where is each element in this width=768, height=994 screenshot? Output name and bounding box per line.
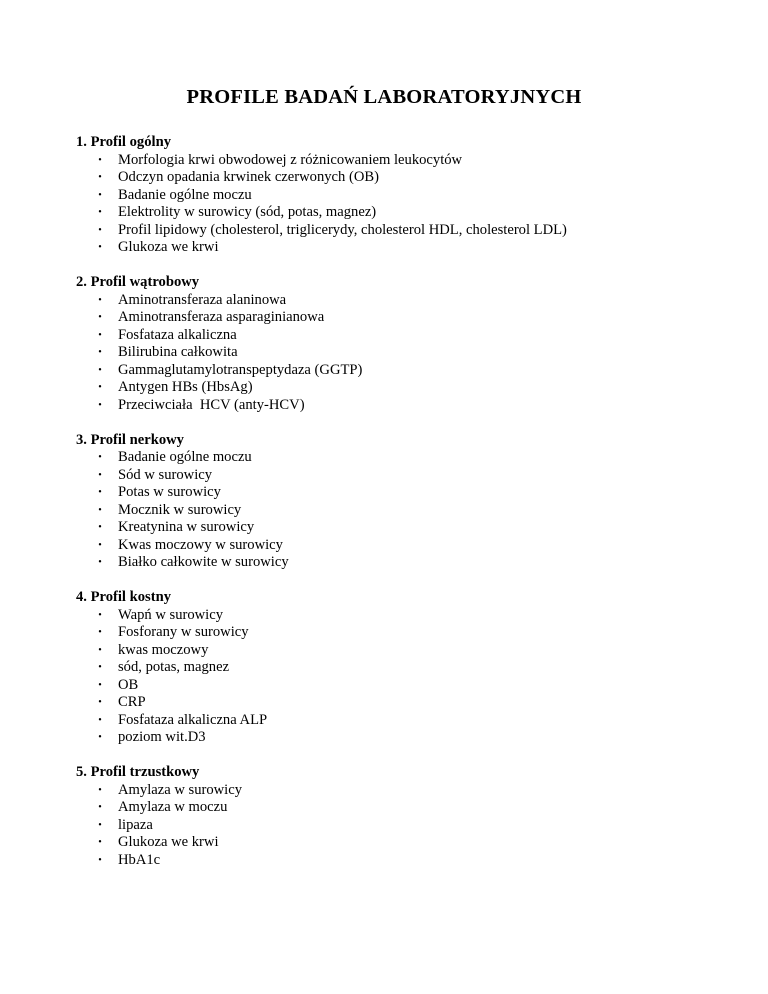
list-item (76, 152, 736, 170)
bullet-icon: • (98, 487, 102, 498)
list-item-text: Wapń w surowicy (118, 606, 224, 623)
list-item (76, 712, 736, 730)
list-item (76, 537, 736, 555)
bullet-icon: • (98, 539, 102, 551)
list-item (76, 502, 736, 520)
list-item-text: Bilirubina całkowita (118, 344, 238, 360)
list-item-text: Glukoza we krwi (118, 834, 219, 850)
list-item (76, 467, 736, 485)
list-item (76, 554, 736, 572)
list-item-text: Fosforany w surowicy (118, 624, 249, 640)
bullet-icon: • (98, 522, 102, 533)
bullet-icon: • (98, 364, 102, 376)
list-item-text: Kwas moczowy w surowicy (118, 536, 283, 553)
list-item (76, 397, 736, 415)
list-item (76, 362, 736, 380)
item-list (76, 292, 736, 415)
list-item-text: HbA1c (118, 851, 161, 868)
bullet-icon: • (98, 382, 102, 393)
list-item (76, 694, 736, 712)
bullet-icon: • (98, 207, 102, 218)
list-item-text: Amylaza w moczu (118, 799, 228, 815)
list-item-text: Aminotransferaza asparaginianowa (118, 309, 325, 325)
item-list (76, 607, 736, 747)
list-item (76, 782, 736, 800)
list-item (76, 659, 736, 677)
bullet-icon: • (98, 697, 102, 708)
section-heading: 1. Profil ogólny (76, 134, 171, 150)
list-item (76, 449, 736, 467)
section-heading: 2. Profil wątrobowy (76, 274, 200, 290)
list-item-text: Przeciwciała HCV (anty-HCV) (118, 396, 305, 413)
bullet-icon: • (98, 784, 102, 796)
list-item (76, 519, 736, 537)
section-heading: 5. Profil trzustkowy (76, 764, 200, 780)
list-item-text: lipaza (118, 816, 153, 833)
list-item-text: Fosfataza alkaliczna (118, 326, 237, 343)
bullet-icon: • (98, 154, 102, 166)
list-item-text: Mocznik w surowicy (118, 501, 242, 518)
list-item-text: Glukoza we krwi (118, 239, 219, 255)
list-item-text: Kreatynina w surowicy (118, 519, 255, 535)
list-item-text: Badanie ogólne moczu (118, 449, 252, 465)
section-heading: 3. Profil nerkowy (76, 431, 184, 448)
bullet-icon: • (98, 837, 102, 848)
list-item-text: sód, potas, magnez (118, 659, 230, 675)
bullet-icon: • (98, 224, 102, 236)
list-item (76, 624, 736, 642)
list-item-text: Gammaglutamylotranspeptydaza (GGTP) (118, 361, 363, 378)
item-list (76, 449, 736, 572)
list-item (76, 799, 736, 817)
bullet-icon: • (98, 452, 102, 463)
bullet-icon: • (98, 662, 102, 673)
bullet-icon: • (98, 627, 102, 638)
item-list (76, 782, 736, 870)
list-item (76, 344, 736, 362)
list-item (76, 204, 736, 222)
list-item-text: CRP (118, 694, 146, 710)
list-item (76, 852, 736, 870)
bullet-icon: • (98, 242, 102, 253)
bullet-icon: • (98, 732, 102, 743)
bullet-icon: • (98, 294, 102, 306)
list-item-text: Sód w surowicy (118, 466, 213, 483)
bullet-icon: • (98, 802, 102, 813)
bullet-icon: • (98, 557, 102, 568)
list-item (76, 292, 736, 310)
bullet-icon: • (98, 172, 102, 183)
list-item-text: Potas w surowicy (118, 484, 221, 500)
list-item (76, 169, 736, 187)
section-profil-nerkowy (76, 432, 736, 572)
section-profil-trzustkowy (76, 764, 736, 869)
bullet-icon: • (98, 399, 102, 411)
list-item-text: Odczyn opadania krwinek czerwonych (OB) (118, 169, 379, 185)
list-item (76, 642, 736, 660)
list-item-text: Aminotransferaza alaninowa (118, 291, 287, 308)
bullet-icon: • (98, 714, 102, 726)
bullet-icon: • (98, 189, 102, 201)
list-item (76, 817, 736, 835)
bullet-icon: • (98, 504, 102, 516)
list-item (76, 834, 736, 852)
list-item (76, 239, 736, 257)
list-item (76, 677, 736, 695)
list-item-text: Antygen HBs (HbsAg) (118, 379, 253, 395)
list-item-text: Amylaza w surowicy (118, 781, 243, 798)
section-profil-watrobowy (76, 274, 736, 414)
list-item (76, 379, 736, 397)
section-profil-ogolny (76, 134, 736, 257)
bullet-icon: • (98, 609, 102, 621)
list-item-text: Elektrolity w surowicy (sód, potas, magnez) (118, 204, 377, 220)
list-item (76, 607, 736, 625)
bullet-icon: • (98, 679, 102, 691)
list-item-text: Morfologia krwi obwodowej z różnicowaniem leukocytów (118, 151, 463, 168)
list-item-text: Badanie ogólne moczu (118, 186, 252, 203)
profiles-list (76, 134, 736, 887)
bullet-icon: • (98, 469, 102, 481)
page-title: PROFILE BADAŃ LABORATORYJNYCH (186, 86, 582, 108)
list-item (76, 484, 736, 502)
list-item-text: poziom wit.D3 (118, 729, 206, 745)
bullet-icon: • (98, 819, 102, 831)
item-list (76, 152, 736, 257)
bullet-icon: • (98, 312, 102, 323)
list-item (76, 729, 736, 747)
bullet-icon: • (98, 329, 102, 341)
list-item (76, 327, 736, 345)
list-item (76, 309, 736, 327)
section-heading: 4. Profil kostny (76, 589, 172, 605)
list-item-text: Białko całkowite w surowicy (118, 554, 289, 570)
bullet-icon: • (98, 347, 102, 358)
list-item-text: kwas moczowy (118, 641, 209, 658)
bullet-icon: • (98, 854, 102, 866)
list-item-text: OB (118, 676, 139, 693)
bullet-icon: • (98, 644, 102, 656)
section-profil-kostny (76, 589, 736, 747)
list-item (76, 222, 736, 240)
list-item (76, 187, 736, 205)
list-item-text: Fosfataza alkaliczna ALP (118, 711, 268, 728)
list-item-text: Profil lipidowy (cholesterol, triglicerydy, cholesterol HDL, cholesterol LDL) (118, 221, 567, 238)
